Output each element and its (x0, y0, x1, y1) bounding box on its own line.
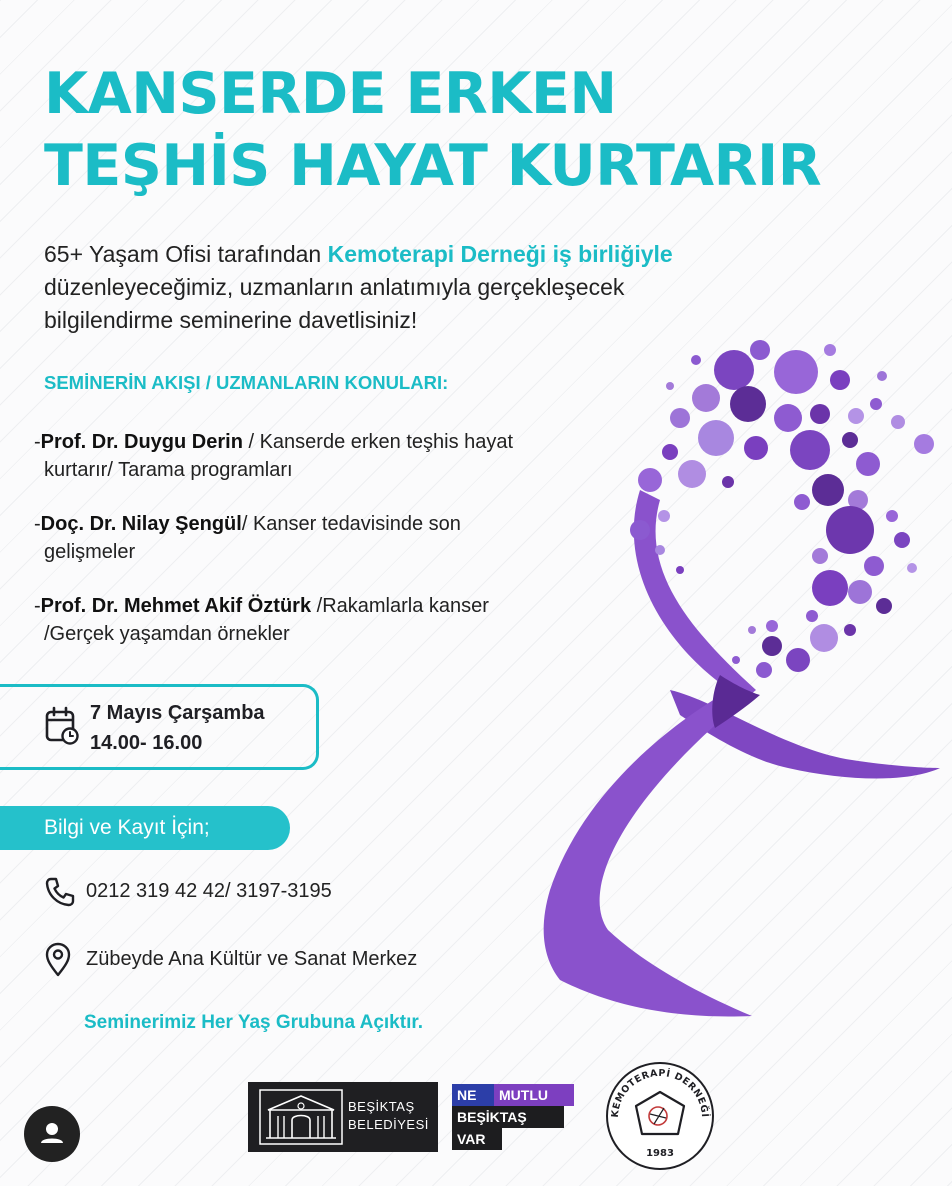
intro-text: 65+ Yaşam Ofisi tarafından (44, 241, 328, 267)
event-date: 7 Mayıs Çarşamba (90, 702, 265, 724)
profile-avatar-button[interactable] (24, 1106, 80, 1162)
calendar-clock-icon (44, 706, 80, 746)
speaker-name: Doç. Dr. Nilay Şengül (40, 513, 242, 535)
program-heading: SEMİNERİN AKIŞI / UZMANLARIN KONULARI: (44, 372, 449, 393)
user-icon (24, 1106, 80, 1162)
intro-line-2: düzenleyeceğimiz, uzmanların anlatımıyla gerçekleşecek (44, 274, 625, 300)
speaker-topic-cont: gelişmeler (44, 541, 136, 563)
intro-highlight: Kemoterapi Derneği iş birliğiyle (327, 241, 673, 267)
open-to-all-note: Seminerimiz Her Yaş Grubuna Açıktır. (84, 1012, 423, 1033)
ne-mutlu-besiktas-var-logo (452, 1082, 582, 1152)
speaker-topic: /Rakamlarla kanser (311, 595, 489, 617)
seal-year: 1983 (646, 1148, 674, 1159)
phone-number: 0212 319 42 42/ 3197-3195 (86, 880, 332, 902)
speaker-topic: / Kanser tedavisinde son (241, 513, 461, 535)
speaker-item (34, 428, 634, 484)
speaker-name: Prof. Dr. Duygu Derin (40, 431, 243, 453)
speaker-topic-cont: kurtarır/ Tarama programları (44, 459, 293, 481)
nemutlu-ne: NE (452, 1084, 494, 1106)
location-name: Zübeyde Ana Kültür ve Sanat Merkez (86, 948, 418, 970)
speaker-item (34, 510, 634, 566)
title-line-1: KANSERDE ERKEN (44, 61, 617, 127)
info-registration-label: Bilgi ve Kayıt İçin; (0, 806, 290, 850)
speaker-topic: / Kanserde erken teşhis hayat (242, 431, 514, 453)
event-datetime (90, 698, 265, 758)
building-icon (258, 1088, 344, 1146)
nemutlu-var: VAR (452, 1128, 502, 1150)
speaker-name: Prof. Dr. Mehmet Akif Öztürk (40, 595, 312, 617)
seal-arc-text: KEMOTERAPİ DERNEĞİ (609, 1067, 711, 1119)
intro-paragraph (44, 238, 844, 337)
title-line-2: TEŞHİS HAYAT KURTARIR (44, 133, 822, 199)
nemutlu-besiktas: BEŞİKTAŞ (452, 1106, 564, 1128)
belediye-name-line-1: BEŞİKTAŞ (348, 1099, 415, 1114)
speaker-item (34, 592, 634, 648)
intro-line-1 (44, 238, 844, 271)
speaker-dash: - (34, 595, 41, 617)
speaker-topic-cont: /Gerçek yaşamdan örnekler (44, 623, 290, 645)
speaker-dash: - (34, 513, 41, 535)
location-pin-icon (44, 942, 72, 978)
phone-icon (44, 876, 76, 908)
page-title (44, 58, 924, 202)
belediye-name-line-2: BELEDİYESİ (348, 1117, 429, 1132)
besiktas-belediyesi-logo (248, 1082, 438, 1152)
kemoterapi-dernegi-seal (604, 1060, 716, 1172)
event-time: 14.00- 16.00 (90, 732, 203, 754)
speaker-dash: - (34, 431, 41, 453)
intro-line-3: bilgilendirme seminerine davetlisiniz! (44, 307, 418, 333)
nemutlu-mutlu: MUTLU (494, 1084, 574, 1106)
ribbon-main-band (544, 490, 756, 1017)
